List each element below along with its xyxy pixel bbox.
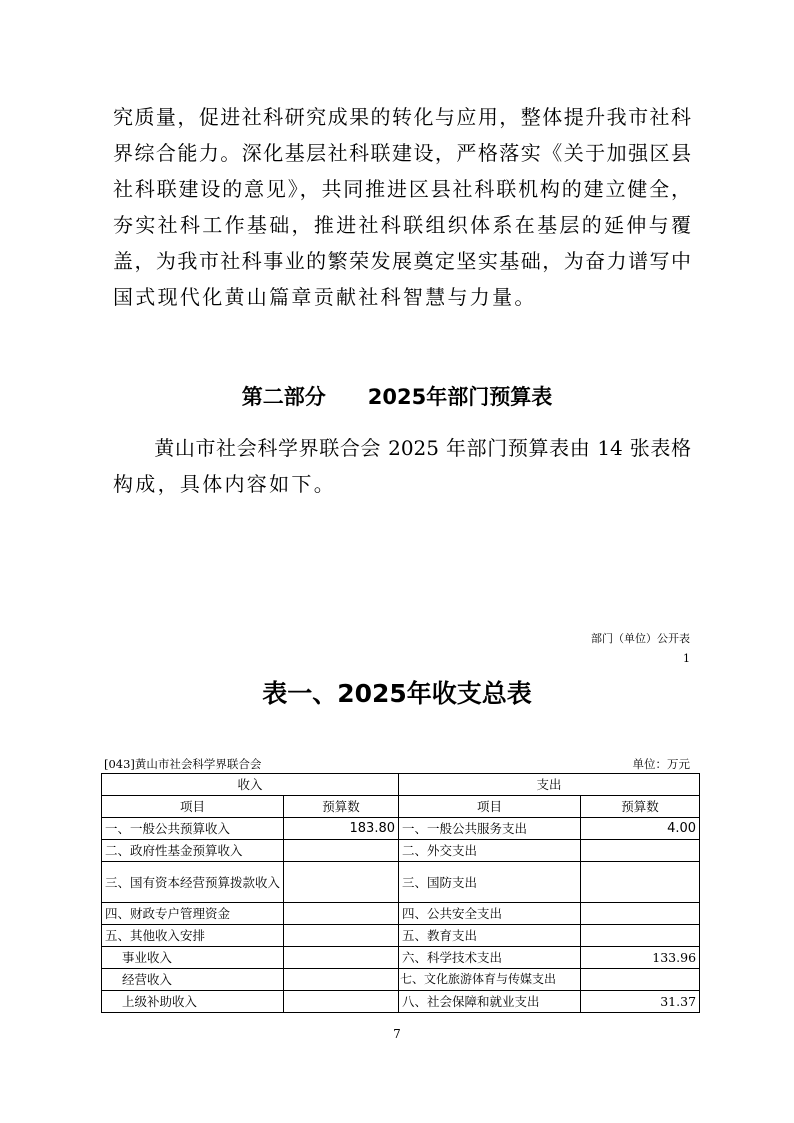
table-column-header [102,796,700,818]
expense-value [581,925,700,947]
expense-item: 一、一般公共服务支出 [399,818,581,840]
page-number: 7 [393,1027,401,1041]
income-value [284,903,399,925]
expense-value: 4.00 [581,818,700,840]
col-item: 项目 [102,796,284,818]
col-budget: 预算数 [284,796,399,818]
table-row [102,925,700,947]
income-value [284,925,399,947]
income-value [284,862,399,903]
table-group-header [102,774,700,796]
table-row [102,991,700,1013]
unit-label: 单位：万元 [632,757,690,771]
body-line: 国式现代化黄山篇章贡献社科智慧与力量。 [113,285,537,309]
col-budget: 预算数 [581,796,700,818]
table-row [102,840,700,862]
body-line: 盖，为我市社科事业的繁荣发展奠定坚实基础，为奋力谱写中 [113,249,691,273]
income-item: 四、财政专户管理资金 [102,903,284,925]
intro-line: 黄山市社会科学界联合会 2025 年部门预算表由 14 张表格 [113,436,691,460]
income-item: 五、其他收入安排 [102,925,284,947]
organization-name: [043]黄山市社会科学界联合会 [104,757,262,771]
income-value [284,947,399,969]
expense-item: 七、文化旅游体育与传媒支出 [399,969,581,991]
expense-value [581,862,700,903]
income-header: 收入 [102,774,399,796]
body-line: 界综合能力。深化基层社科联建设，严格落实《关于加强区县 [113,141,691,165]
table-row [102,903,700,925]
income-item: 一、一般公共预算收入 [102,818,284,840]
expense-item: 五、教育支出 [399,925,581,947]
income-value [284,969,399,991]
table-row [102,947,700,969]
table-title: 表一、2025年收支总表 [262,679,532,708]
expense-value [581,840,700,862]
income-value [284,991,399,1013]
table-row [102,969,700,991]
body-line: 夯实社科工作基础，推进社科联组织体系在基层的延伸与覆 [113,213,691,237]
income-item: 事业收入 [102,947,284,969]
expense-value [581,969,700,991]
body-line: 社科联建设的意见》，共同推进区县社科联机构的建立健全， [113,177,691,201]
expense-header: 支出 [399,774,700,796]
section-heading: 第二部分 2025年部门预算表 [241,385,553,409]
budget-summary-table [101,773,700,1013]
income-item: 经营收入 [102,969,284,991]
expense-item: 六、科学技术支出 [399,947,581,969]
table-row [102,862,700,903]
expense-item: 四、公共安全支出 [399,903,581,925]
income-item: 上级补助收入 [102,991,284,1013]
income-item: 二、政府性基金预算收入 [102,840,284,862]
income-value [284,840,399,862]
expense-value [581,903,700,925]
income-value: 183.80 [284,818,399,840]
income-item: 三、国有资本经营预算拨款收入 [102,862,284,903]
expense-value: 31.37 [581,991,700,1013]
expense-item: 二、外交支出 [399,840,581,862]
col-item: 项目 [399,796,581,818]
intro-line: 构成，具体内容如下。 [113,472,336,496]
body-line: 究质量，促进社科研究成果的转化与应用，整体提升我市社科 [113,105,691,129]
form-label: 部门（单位）公开表 [591,632,690,645]
expense-item: 三、国防支出 [399,862,581,903]
table-row [102,818,700,840]
expense-item: 八、社会保障和就业支出 [399,991,581,1013]
expense-value: 133.96 [581,947,700,969]
form-number: 1 [683,652,690,665]
